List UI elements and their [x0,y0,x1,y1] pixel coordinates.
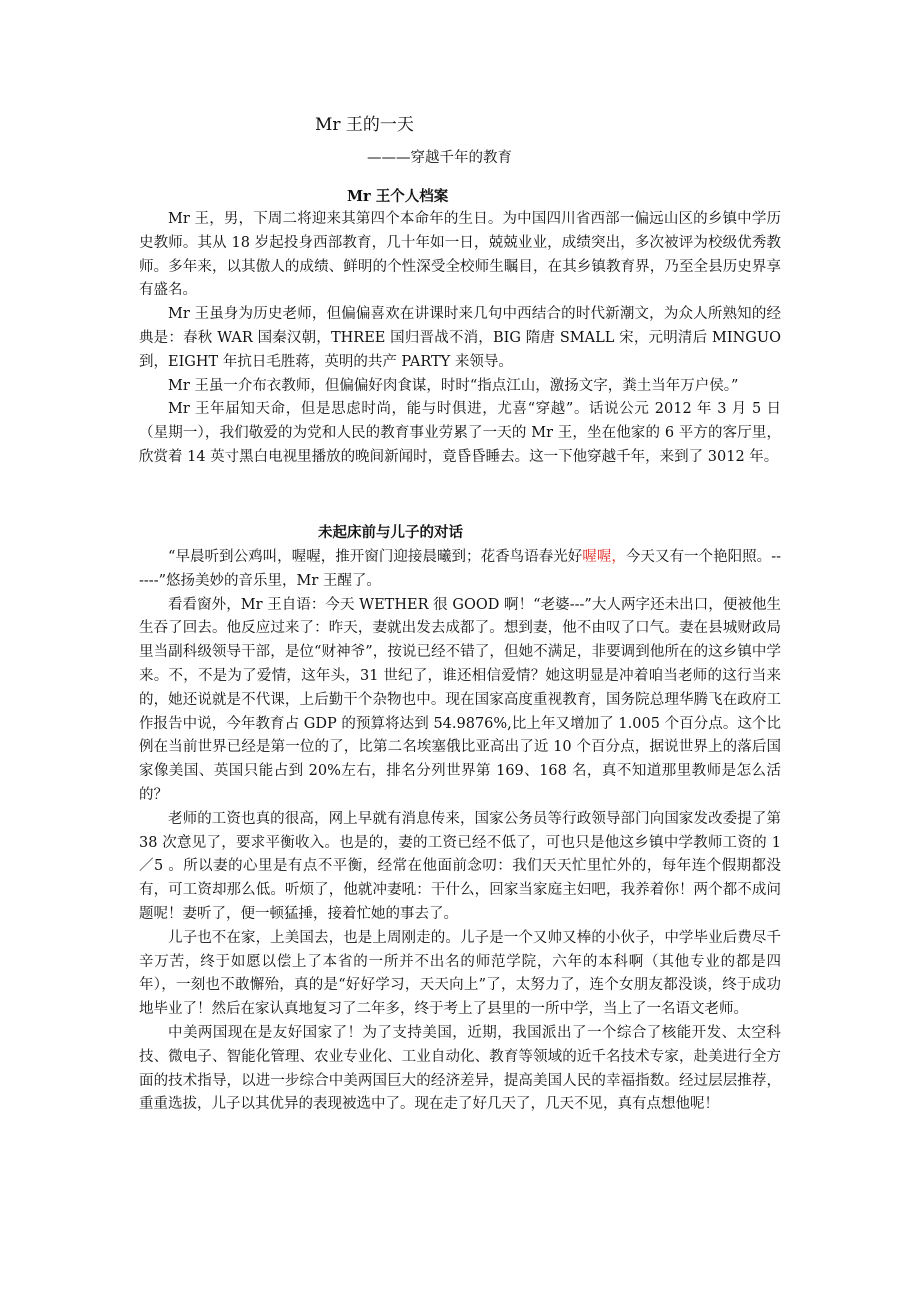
section-body-dialogue [139,546,781,1117]
document-title: Mr 王的一天 [315,115,414,135]
paragraph: Mr 王，男，下周二将迎来其第四个本命年的生日。为中国四川省西部一偏远山区的乡镇中学历史教师。其从 18 岁起投身西部教育，几十年如一日，兢兢业业，成绩突出，多次被评为校级优秀教师。多年来，以其傲人的成绩、鲜明的个性深受全校师生瞩目，在其乡镇教育界，乃至全县历史界享有盛名。 [139,211,781,299]
highlighted-text: 喔喔， [582,549,626,565]
paragraph: 老师的工资也真的很高，网上早就有消息传来，国家公务员等行政领导部门向国家发改委提了第 38 次意见了，要求平衡收入。也是的，妻的工资已经不低了，可也只是他这乡镇中学教师工资的 1／5 。所以妻的心里是有点不平衡，经常在他面前念叨：我们天天忙里忙外的，每年连个假期都没有，可工资却那么低。听烦了，他就冲妻吼：干什么，回家当家庭主妇吧，我养着你！两个都不成问题呢！妻听了，便一顿猛捶，接着忙她的事去了。 [139,810,781,922]
paragraph [139,546,781,594]
section-body-profile [139,208,781,470]
song-lyric-text-end: 今天又有一个艳阳照。------”悠扬美妙的音乐里，Mr 王醒了。 [139,549,781,589]
section-heading-dialogue: 未起床前与儿子的对话 [318,524,463,541]
paragraph: Mr 王虽身为历史老师，但偏偏喜欢在讲课时来几句中西结合的时代新潮文，为众人所熟知的经典是：春秋 WAR 国秦汉朝，THREE 国归晋战不消，BIG 隋唐 SMALL 宋，元明清后 MINGUO 到，EIGHT 年抗日毛胜蒋，英明的共产 PARTY 来领导。 [139,306,781,370]
paragraph: Mr 王虽一介布衣教师，但偏偏好肉食谋，时时“指点江山，激扬文字，粪土当年万户侯。” [168,377,739,394]
section-heading-profile: Mr 王个人档案 [347,188,449,205]
paragraph: 中美两国现在是友好国家了！为了支持美国，近期，我国派出了一个综合了核能开发、太空科技、微电子、智能化管理、农业专业化、工业自动化、教育等领域的近千名技术专家，赴美进行全方面的技术指导，以进一步综合中美两国巨大的经济差异，提高美国人民的幸福指数。经过层层推荐，重重选拔，儿子以其优异的表现被选中了。现在走了好几天了，几天不见，真有点想他呢！ [139,1024,781,1113]
document-subtitle: ———穿越千年的教育 [367,150,512,166]
paragraph: 看看窗外，Mr 王自语：今天 WETHER 很 GOOD 啊！“老婆---”大人两字还未出口，便被他生生吞了回去。他反应过来了：昨天，妻就出发去成都了。想到妻，他不由叹了口气。妻在县城财政局里当副科级领导干部，是位“财神爷”，按说已经不错了，但她不满足，非要调到他所在的这乡镇中学来。不，不是为了爱情，这年头，31 世纪了，谁还相信爱情？她这明显是冲着咱当老师的这行当来的，她还说就是不代课，上后勤干个杂物也中。现在国家高度重视教育，国务院总理华腾飞在政府工作报告中说，今年教育占 GDP 的预算将达到 54.9876%,比上年又增加了 1.005 个百分点。这个比例在当前世界已经是第一位的了，比第二名埃塞俄比亚高出了近 10 个百分点，据说世界上的落后国家像美国、英国只能占到 20%左右，排名分列世界第 169、168 名，真不知道那里教师是怎么活的？ [139,596,781,803]
paragraph: 儿子也不在家，上美国去，也是上周刚走的。儿子是一个又帅又棒的小伙子，中学毕业后费尽千辛万苦，终于如愿以偿上了本省的一所并不出名的师范学院，六年的本科啊（其他专业的都是四年），一刻也不敢懈殆，真的是“好好学习，天天向上”了，太努力了，连个女朋友都没谈，终于成功地毕业了！然后在家认真地复习了二年多，终于考上了县里的一所中学，当上了一名语文老师。 [139,929,781,1018]
paragraph: Mr 王年届知天命，但是思虑时尚，能与时俱进，尤喜“穿越”。话说公元 2012 年 3 月 5 日（星期一），我们敬爱的为党和人民的教育事业劳累了一天的 Mr 王，坐在他家的 6 平方的客厅里，欣赏着 14 英寸黑白电视里播放的晚间新闻时，竟昏昏睡去。这一下他穿越千年，来到了 3012 年。 [139,401,781,465]
song-lyric-text: “早晨听到公鸡叫，喔喔，推开窗门迎接晨曦到；花香鸟语春光好 [168,549,583,565]
